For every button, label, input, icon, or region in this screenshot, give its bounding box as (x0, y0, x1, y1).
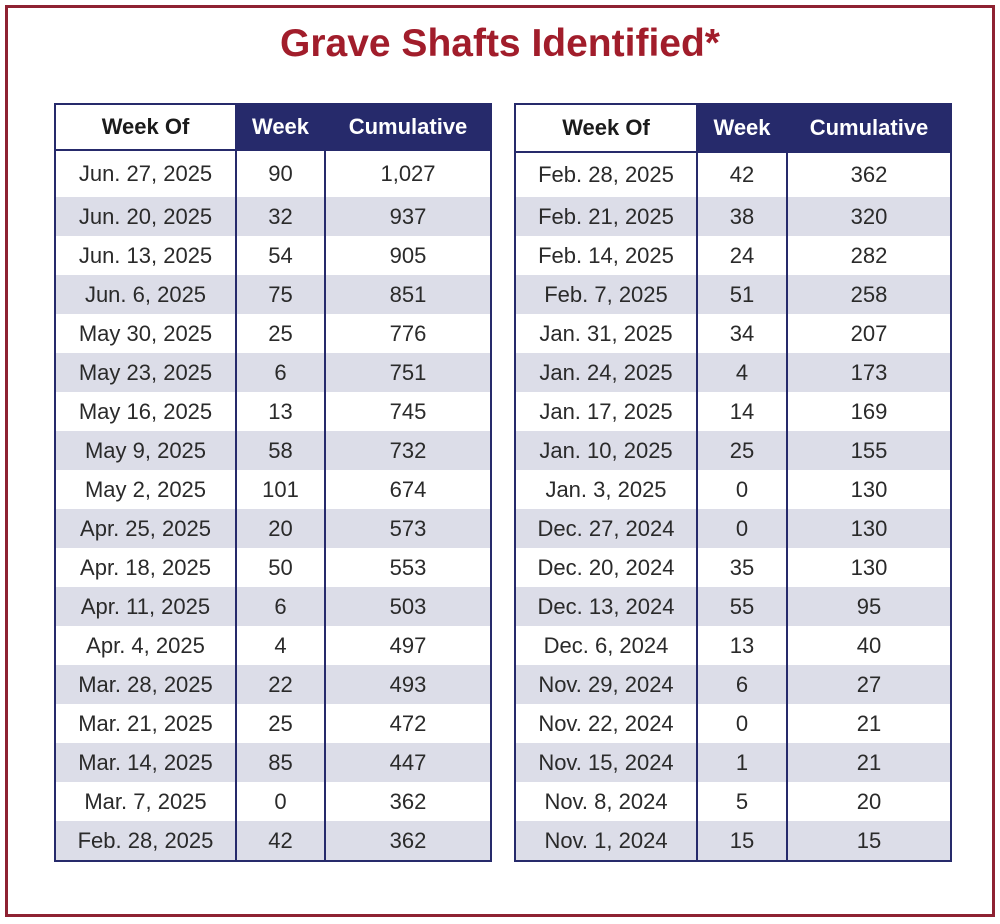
cumulative-cell: 472 (325, 704, 491, 743)
week-cell: 101 (236, 470, 325, 509)
cumulative-cell: 282 (787, 236, 951, 275)
table-row (515, 152, 951, 197)
cumulative-cell: 573 (325, 509, 491, 548)
week-cell: 13 (697, 626, 787, 665)
week-cell: 13 (236, 392, 325, 431)
cumulative-cell: 362 (325, 782, 491, 821)
table-row (55, 392, 491, 431)
table-row (55, 509, 491, 548)
table-row (55, 236, 491, 275)
table-row (515, 587, 951, 626)
week-cell: 5 (697, 782, 787, 821)
week-of-cell: Feb. 28, 2025 (55, 821, 236, 861)
week-header: Week (697, 104, 787, 152)
cumulative-cell: 776 (325, 314, 491, 353)
week-cell: 0 (697, 704, 787, 743)
table-row (55, 665, 491, 704)
cumulative-cell: 320 (787, 197, 951, 236)
week-of-cell: Mar. 21, 2025 (55, 704, 236, 743)
cumulative-cell: 207 (787, 314, 951, 353)
week-of-cell: Nov. 8, 2024 (515, 782, 697, 821)
week-cell: 85 (236, 743, 325, 782)
week-of-cell: Feb. 14, 2025 (515, 236, 697, 275)
week-header: Week (236, 104, 325, 150)
cumulative-cell: 27 (787, 665, 951, 704)
right-table (514, 103, 952, 862)
table-header-row (55, 104, 491, 150)
week-of-cell: Jan. 24, 2025 (515, 353, 697, 392)
week-cell: 20 (236, 509, 325, 548)
table-row (515, 470, 951, 509)
table-row (515, 431, 951, 470)
cumulative-cell: 130 (787, 470, 951, 509)
week-of-cell: Apr. 18, 2025 (55, 548, 236, 587)
cumulative-cell: 674 (325, 470, 491, 509)
week-of-cell: Nov. 22, 2024 (515, 704, 697, 743)
week-cell: 0 (697, 470, 787, 509)
table-row (55, 470, 491, 509)
week-cell: 6 (697, 665, 787, 704)
week-of-cell: May 2, 2025 (55, 470, 236, 509)
cumulative-cell: 40 (787, 626, 951, 665)
week-of-cell: May 16, 2025 (55, 392, 236, 431)
week-of-cell: Dec. 6, 2024 (515, 626, 697, 665)
week-cell: 35 (697, 548, 787, 587)
week-cell: 6 (236, 587, 325, 626)
week-cell: 51 (697, 275, 787, 314)
week-cell: 22 (236, 665, 325, 704)
week-cell: 54 (236, 236, 325, 275)
week-of-cell: Jun. 6, 2025 (55, 275, 236, 314)
week-of-cell: May 30, 2025 (55, 314, 236, 353)
table-row (55, 704, 491, 743)
cumulative-cell: 20 (787, 782, 951, 821)
week-cell: 50 (236, 548, 325, 587)
week-cell: 4 (697, 353, 787, 392)
week-of-cell: Mar. 28, 2025 (55, 665, 236, 704)
cumulative-cell: 21 (787, 743, 951, 782)
week-cell: 4 (236, 626, 325, 665)
week-of-cell: Apr. 25, 2025 (55, 509, 236, 548)
cumulative-cell: 155 (787, 431, 951, 470)
week-cell: 24 (697, 236, 787, 275)
left-table (54, 103, 492, 862)
cumulative-cell: 751 (325, 353, 491, 392)
table-row (515, 509, 951, 548)
table-row (515, 275, 951, 314)
cumulative-cell: 21 (787, 704, 951, 743)
page-title: Grave Shafts Identified* (280, 22, 720, 65)
week-cell: 75 (236, 275, 325, 314)
table-row (55, 314, 491, 353)
week-cell: 14 (697, 392, 787, 431)
week-of-cell: Dec. 27, 2024 (515, 509, 697, 548)
table-row (515, 548, 951, 587)
week-of-cell: Mar. 7, 2025 (55, 782, 236, 821)
cumulative-cell: 745 (325, 392, 491, 431)
week-cell: 0 (697, 509, 787, 548)
table-row (55, 782, 491, 821)
week-of-cell: Jan. 31, 2025 (515, 314, 697, 353)
cumulative-cell: 362 (787, 152, 951, 197)
week-cell: 25 (236, 704, 325, 743)
table-row (55, 587, 491, 626)
table-row (55, 548, 491, 587)
week-of-cell: Jun. 13, 2025 (55, 236, 236, 275)
week-of-cell: Feb. 7, 2025 (515, 275, 697, 314)
cumulative-header: Cumulative (325, 104, 491, 150)
week-of-header: Week Of (55, 104, 236, 150)
week-of-cell: Jan. 3, 2025 (515, 470, 697, 509)
week-cell: 34 (697, 314, 787, 353)
cumulative-cell: 130 (787, 548, 951, 587)
table-row (515, 665, 951, 704)
table-row (515, 782, 951, 821)
week-cell: 25 (236, 314, 325, 353)
week-of-cell: Dec. 20, 2024 (515, 548, 697, 587)
week-of-cell: Jun. 27, 2025 (55, 150, 236, 197)
cumulative-cell: 362 (325, 821, 491, 861)
cumulative-cell: 553 (325, 548, 491, 587)
table-row (55, 275, 491, 314)
left-table-body (55, 150, 491, 861)
week-cell: 90 (236, 150, 325, 197)
week-of-cell: Nov. 1, 2024 (515, 821, 697, 861)
table-row (515, 392, 951, 431)
cumulative-header: Cumulative (787, 104, 951, 152)
week-of-cell: Feb. 28, 2025 (515, 152, 697, 197)
cumulative-cell: 15 (787, 821, 951, 861)
right-table-body (515, 152, 951, 861)
table-row (515, 743, 951, 782)
week-cell: 25 (697, 431, 787, 470)
week-of-cell: May 9, 2025 (55, 431, 236, 470)
table-row (515, 704, 951, 743)
week-of-cell: Jun. 20, 2025 (55, 197, 236, 236)
week-of-cell: Apr. 11, 2025 (55, 587, 236, 626)
week-of-cell: Nov. 29, 2024 (515, 665, 697, 704)
table-row (55, 743, 491, 782)
table-row (55, 431, 491, 470)
week-cell: 55 (697, 587, 787, 626)
table-row (515, 314, 951, 353)
table-header-row (515, 104, 951, 152)
cumulative-cell: 169 (787, 392, 951, 431)
week-cell: 58 (236, 431, 325, 470)
cumulative-cell: 497 (325, 626, 491, 665)
cumulative-cell: 1,027 (325, 150, 491, 197)
week-of-cell: Apr. 4, 2025 (55, 626, 236, 665)
cumulative-cell: 493 (325, 665, 491, 704)
week-of-cell: May 23, 2025 (55, 353, 236, 392)
table-row (55, 150, 491, 197)
cumulative-cell: 732 (325, 431, 491, 470)
week-of-cell: Jan. 17, 2025 (515, 392, 697, 431)
week-cell: 15 (697, 821, 787, 861)
week-cell: 42 (697, 152, 787, 197)
week-cell: 42 (236, 821, 325, 861)
cumulative-cell: 258 (787, 275, 951, 314)
week-of-cell: Feb. 21, 2025 (515, 197, 697, 236)
cumulative-cell: 937 (325, 197, 491, 236)
table-row (515, 197, 951, 236)
week-cell: 38 (697, 197, 787, 236)
week-cell: 6 (236, 353, 325, 392)
week-of-header: Week Of (515, 104, 697, 152)
week-of-cell: Mar. 14, 2025 (55, 743, 236, 782)
week-of-cell: Jan. 10, 2025 (515, 431, 697, 470)
table-row (55, 197, 491, 236)
table-row (515, 821, 951, 861)
cumulative-cell: 503 (325, 587, 491, 626)
table-row (515, 353, 951, 392)
cumulative-cell: 95 (787, 587, 951, 626)
table-row (515, 236, 951, 275)
week-cell: 1 (697, 743, 787, 782)
week-cell: 0 (236, 782, 325, 821)
table-row (55, 353, 491, 392)
cumulative-cell: 905 (325, 236, 491, 275)
table-row (55, 626, 491, 665)
cumulative-cell: 447 (325, 743, 491, 782)
week-cell: 32 (236, 197, 325, 236)
table-row (55, 821, 491, 861)
cumulative-cell: 851 (325, 275, 491, 314)
cumulative-cell: 130 (787, 509, 951, 548)
week-of-cell: Dec. 13, 2024 (515, 587, 697, 626)
table-row (515, 626, 951, 665)
cumulative-cell: 173 (787, 353, 951, 392)
week-of-cell: Nov. 15, 2024 (515, 743, 697, 782)
